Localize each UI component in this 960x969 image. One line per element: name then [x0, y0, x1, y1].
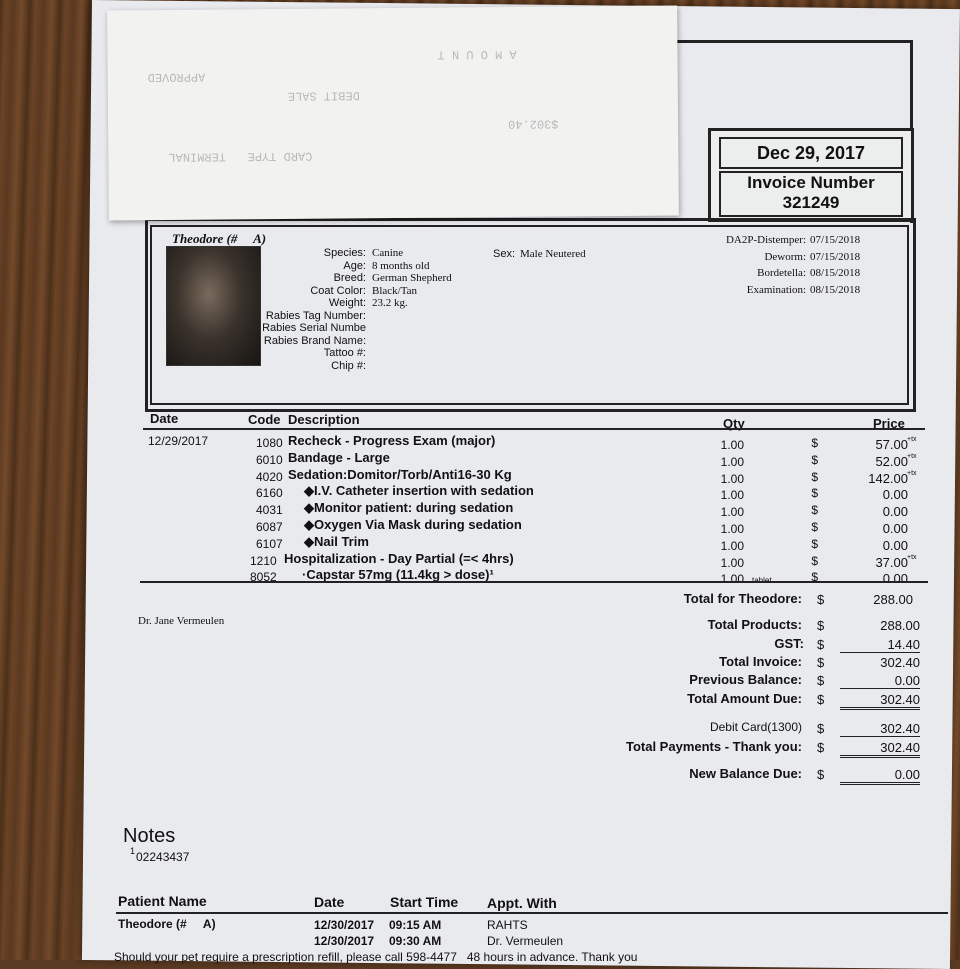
item-qty: 1.00: [720, 555, 744, 570]
item-code: 6087: [256, 520, 283, 534]
item-description: ◆Nail Trim: [304, 533, 369, 549]
col-header-date: Date: [150, 411, 179, 426]
total-currency: $: [817, 618, 825, 633]
footer-note: Should your pet require a prescription refill, please call 598-4477 48 hours in advance. Thank you: [114, 950, 638, 964]
notes-title: Notes: [123, 825, 176, 847]
appt-header-start: Start Time: [390, 894, 459, 910]
sex-value: Male Neutered: [520, 248, 586, 260]
item-currency: $: [811, 536, 818, 551]
item-price: 52.00: [875, 453, 908, 469]
patient-field-value: German Shepherd: [372, 272, 452, 284]
patient-field-value: Canine: [372, 247, 404, 259]
appt-date: 12/30/2017: [314, 934, 375, 948]
total-label: Total Amount Due:: [687, 691, 802, 706]
item-description: Bandage - Large: [288, 449, 390, 465]
invoice-number-box: [719, 171, 903, 217]
patient-field-label: Coat Color:: [310, 284, 366, 297]
item-description: Sedation:Domitor/Torb/Anti16-30 Kg: [288, 466, 512, 482]
item-price: 0.00: [882, 521, 908, 536]
total-currency: $: [817, 655, 825, 670]
total-currency: $: [817, 637, 825, 652]
total-currency: $: [817, 767, 825, 782]
patient-photo: [166, 246, 261, 366]
total-label: Total Payments - Thank you:: [625, 739, 802, 754]
item-code: 1080: [256, 436, 283, 450]
item-price: 142.00: [868, 470, 908, 486]
item-code: 6107: [256, 536, 283, 551]
item-price: 0.00: [882, 537, 908, 553]
doctor-name: Dr. Jane Vermeulen: [138, 615, 225, 627]
item-qty: 1.00: [720, 572, 744, 587]
reminder-date: 07/15/2018: [810, 250, 861, 263]
table-header-rule: [143, 428, 925, 430]
reminder-label: Examination:: [746, 283, 806, 296]
total-label: Total Products:: [707, 617, 802, 632]
item-price: 0.00: [882, 504, 908, 520]
total-label: Debit Card(1300): [709, 720, 802, 734]
item-description: Recheck - Progress Exam (major): [288, 433, 496, 448]
invoice-header-box: [708, 128, 914, 222]
total-label: New Balance Due:: [689, 766, 802, 781]
patient-field-value: Black/Tan: [372, 284, 418, 297]
item-description: ◆Monitor patient: during sedation: [304, 500, 514, 516]
item-code: 1210: [250, 553, 277, 568]
item-currency: $: [811, 520, 818, 534]
item-currency: $: [811, 436, 818, 450]
total-currency: $: [817, 673, 825, 688]
invoice-number-label: Invoice Number: [747, 173, 875, 192]
table-bottom-rule: [140, 581, 928, 583]
item-description: ◆I.V. Catheter insertion with sedation: [304, 483, 534, 499]
total-currency: $: [817, 592, 825, 607]
total-label: Total for Theodore:: [683, 591, 802, 606]
appt-with: RAHTS: [487, 918, 528, 932]
item-currency: $: [811, 553, 818, 568]
patient-field-value: 8 months old: [372, 259, 430, 272]
total-currency: $: [817, 692, 825, 707]
item-description: ◆Oxygen Via Mask during sedation: [304, 517, 522, 532]
reminder-label: Deworm:: [764, 250, 806, 263]
patient-field-label: Breed:: [333, 272, 366, 284]
patient-field-label: Species:: [323, 247, 366, 259]
item-qty: 1.00: [720, 454, 744, 469]
appt-header-date: Date: [314, 894, 345, 910]
item-qty: 1.00: [720, 505, 744, 520]
total-value: 302.40: [840, 721, 920, 737]
item-currency: $: [811, 452, 818, 467]
footnote-mark: 1: [130, 846, 136, 856]
item-price: 0.00: [882, 487, 908, 503]
item-qty: 1.00: [720, 522, 744, 536]
patient-field-label: Rabies Serial Numbe: [262, 322, 366, 334]
patient-field-label: Rabies Brand Name:: [263, 334, 366, 347]
service-date: 12/29/2017: [148, 434, 209, 448]
item-qty: 1.00: [720, 538, 744, 553]
item-qty: 1.00: [720, 471, 744, 486]
appt-patient: Theodore (# A): [118, 917, 216, 931]
footnote-text: 02243437: [136, 850, 190, 864]
total-label: GST:: [774, 636, 804, 651]
reminder-label: Bordetella:: [757, 267, 806, 279]
item-code: 6160: [256, 486, 283, 501]
patient-field-value: 23.2 kg.: [372, 297, 408, 309]
col-header-code: Code: [248, 412, 281, 427]
item-tax-flag: +tx: [907, 436, 917, 443]
appt-header-patient: Patient Name: [118, 893, 207, 909]
item-code: 8052: [250, 570, 277, 585]
col-header-qty: Qty: [723, 416, 745, 431]
total-label: Total Invoice:: [719, 654, 802, 669]
reminder-date: 08/15/2018: [810, 283, 861, 296]
item-unit: tablet: [752, 576, 772, 586]
appt-with: Dr. Vermeulen: [487, 934, 564, 948]
item-description: Hospitalization - Day Partial (=< 4hrs): [284, 550, 514, 566]
appt-header-with: Appt. With: [487, 895, 557, 911]
item-code: 6010: [256, 452, 283, 467]
item-code: 4020: [256, 469, 283, 484]
patient-field-label: Weight:: [328, 297, 366, 309]
item-tax-flag: +tx: [907, 553, 917, 561]
appt-date: 12/30/2017: [314, 918, 375, 932]
total-value: 288.00: [880, 618, 920, 633]
patient-name: Theodore (# A): [172, 231, 267, 246]
reminder-date: 07/15/2018: [810, 234, 861, 246]
invoice-date: Dec 29, 2017: [719, 137, 903, 169]
total-value: 14.40: [840, 637, 920, 653]
item-price: 57.00: [875, 437, 908, 452]
item-currency: $: [811, 486, 818, 501]
total-value: 0.00: [840, 767, 920, 785]
item-currency: $: [811, 570, 818, 585]
appt-header-rule: [116, 912, 948, 914]
total-currency: $: [817, 740, 825, 755]
total-value: 302.40: [880, 655, 920, 670]
reminder-label: DA2P-Distemper:: [725, 234, 806, 246]
total-value: 302.40: [840, 692, 920, 710]
item-currency: $: [811, 503, 818, 518]
col-header-description: Description: [288, 412, 360, 427]
appt-start-time: 09:30 AM: [389, 934, 442, 948]
reminder-date: 08/15/2018: [810, 267, 861, 279]
item-price: 37.00: [875, 554, 908, 570]
item-tax-flag: +tx: [907, 469, 917, 477]
item-price: 0.00: [882, 571, 908, 587]
total-currency: $: [817, 721, 825, 736]
invoice-number: 321249: [782, 193, 840, 212]
item-description: ·Capstar 57mg (11.4kg > dose)¹: [302, 567, 494, 583]
item-qty: 1.00: [720, 438, 744, 452]
item-qty: 1.00: [720, 488, 744, 503]
total-value: 0.00: [840, 673, 920, 689]
col-header-price: Price: [873, 416, 905, 431]
patient-field-label: Age:: [343, 259, 366, 272]
patient-field-label: Tattoo #:: [323, 347, 366, 359]
sex-label: Sex:: [493, 248, 516, 260]
patient-field-label: Rabies Tag Number:: [265, 309, 366, 322]
total-label: Previous Balance:: [689, 672, 802, 687]
patient-field-label: Chip #:: [331, 359, 366, 372]
item-tax-flag: +tx: [907, 452, 917, 460]
item-code: 4031: [256, 503, 283, 518]
total-value: 302.40: [840, 740, 920, 758]
item-currency: $: [811, 469, 818, 484]
debit-receipt-slip: A M O U N T DEBIT SALE $302.40 APPROVED CARD TYPE TERMINAL: [107, 6, 679, 221]
appt-start-time: 09:15 AM: [389, 918, 442, 932]
total-value: 288.00: [873, 592, 913, 607]
